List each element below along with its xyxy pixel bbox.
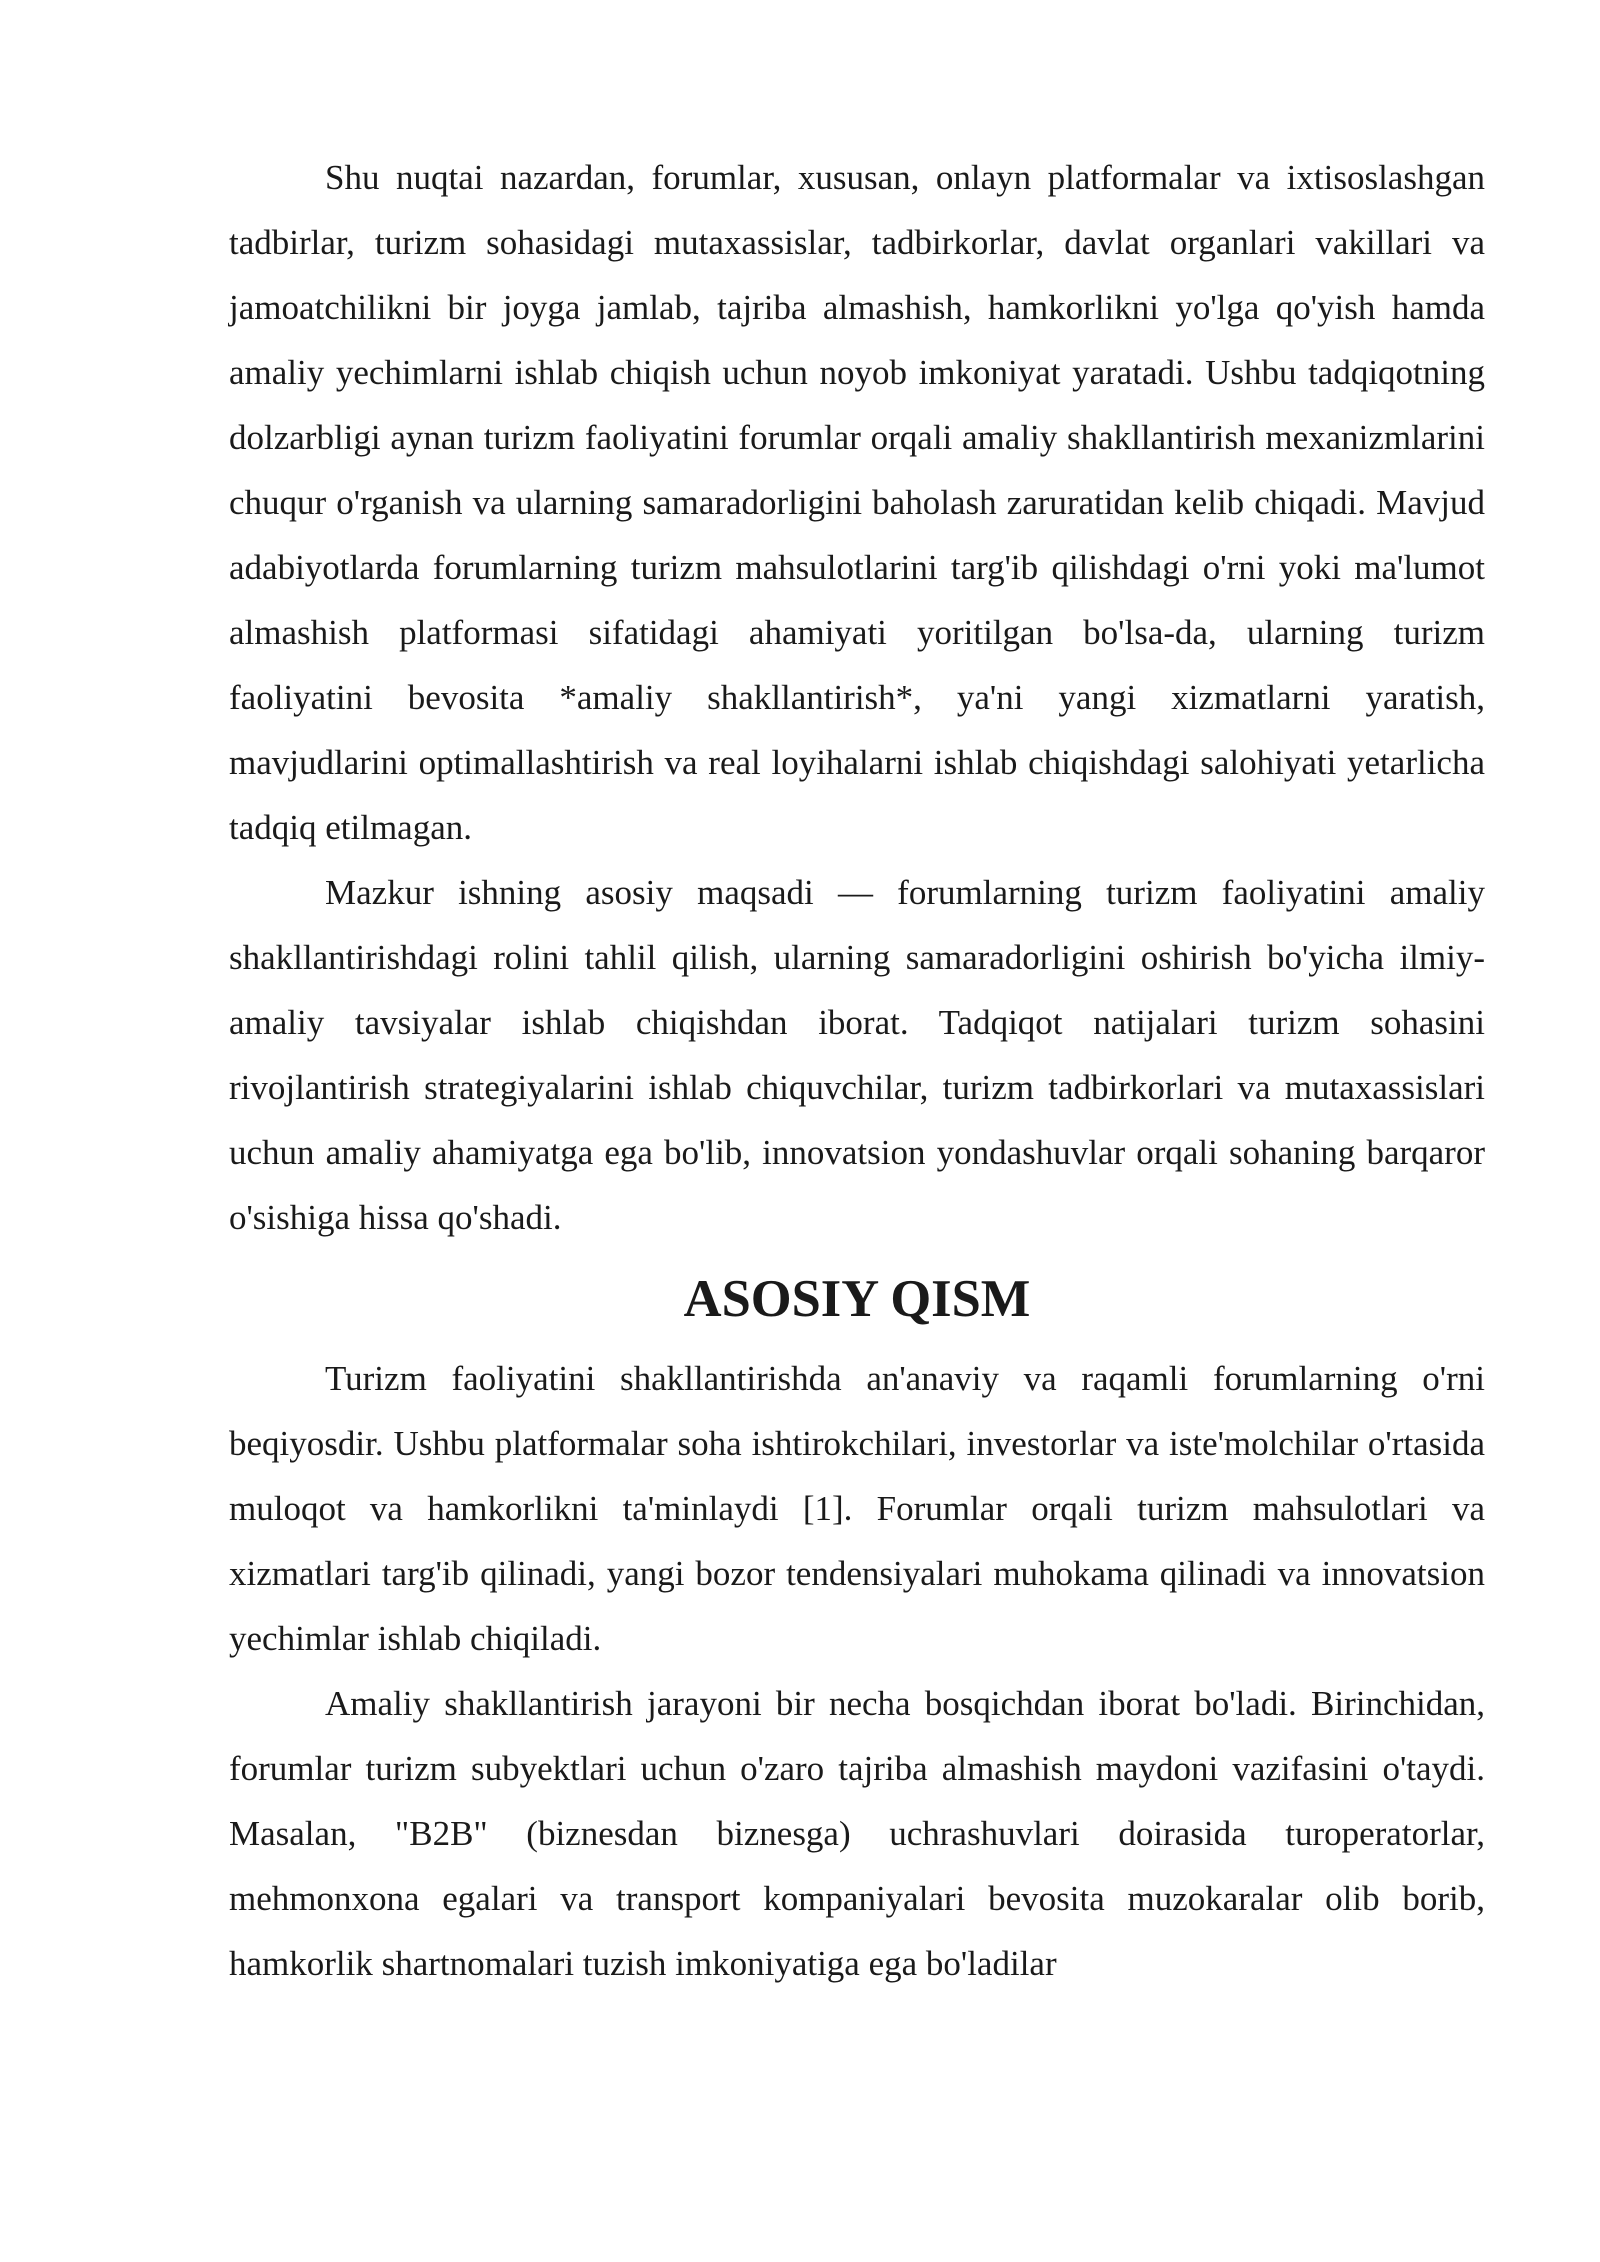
section-heading: ASOSIY QISM xyxy=(683,1270,1031,1328)
paragraph-intro-aim: Mazkur ishning asosiy maqsadi — forumlarning turizm faoliyatini amaliy shakllantirishdagi rolini tahlil qilish, ularning samaradorligini oshirish bo'yicha ilmiy-amaliy tavsiyalar ishlab chiqishdan iborat. Tadqiqot natijalari turizm sohasini rivojlantirish strategiyalarini ishlab chiquvchilar, turizm tadbirkorlari va mutaxassislari uchun amaliy ahamiyatga ega bo'lib, innovatsion yondashuvlar orqali sohaning barqaror o'sishiga hissa qo'shadi. xyxy=(229,873,1485,1237)
paragraph-intro-relevance: Shu nuqtai nazardan, forumlar, xususan, onlayn platformalar va ixtisoslashgan tadbirlar, turizm sohasidagi mutaxassislar, tadbirkorlar, davlat organlari vakillari va jamoatchilikni bir joyga jamlab, tajriba almashish, hamkorlikni yo'lga qo'yish hamda amaliy yechimlarni ishlab chiqish uchun noyob imkoniyat yaratadi. Ushbu tadqiqotning dolzarbligi aynan turizm faoliyatini forumlar orqali amaliy shakllantirish mexanizmlarini chuqur o'rganish va ularning samaradorligini baholash zaruratidan kelib chiqadi. Mavjud adabiyotlarda forumlarning turizm mahsulotlarini targ'ib qilishdagi o'rni yoki ma'lumot almashish platformasi sifatidagi ahamiyati yoritilgan bo'lsa-da, ularning turizm faoliyatini bevosita *amaliy shakllantirish*, ya'ni yangi xizmatlarni yaratish, mavjudlarini optimallashtirish va real loyihalarni ishlab chiqishdagi salohiyati yetarlicha tadqiq etilmagan. xyxy=(229,158,1485,847)
document-body xyxy=(229,145,1485,1996)
paragraph-main-forums-role: Turizm faoliyatini shakllantirishda an'anaviy va raqamli forumlarning o'rni beqiyosdir. Ushbu platformalar soha ishtirokchilari, investorlar va iste'molchilar o'rtasida muloqot va hamkorlikni ta'minlaydi [1]. Forumlar orqali turizm mahsulotlari va xizmatlari targ'ib qilinadi, yangi bozor tendensiyalari muhokama qilinadi va innovatsion yechimlar ishlab chiqiladi. xyxy=(229,1359,1485,1658)
paragraph-main-stages: Amaliy shakllantirish jarayoni bir necha bosqichdan iborat bo'ladi. Birinchidan, forumlar turizm subyektlari uchun o'zaro tajriba almashish maydoni vazifasini o'taydi. Masalan, "B2B" (biznesdan biznesga) uchrashuvlari doirasida turoperatorlar, mehmonxona egalari va transport kompaniyalari bevosita muzokaralar olib borib, hamkorlik shartnomalari tuzish imkoniyatiga ega bo'ladilar xyxy=(229,1684,1485,1983)
